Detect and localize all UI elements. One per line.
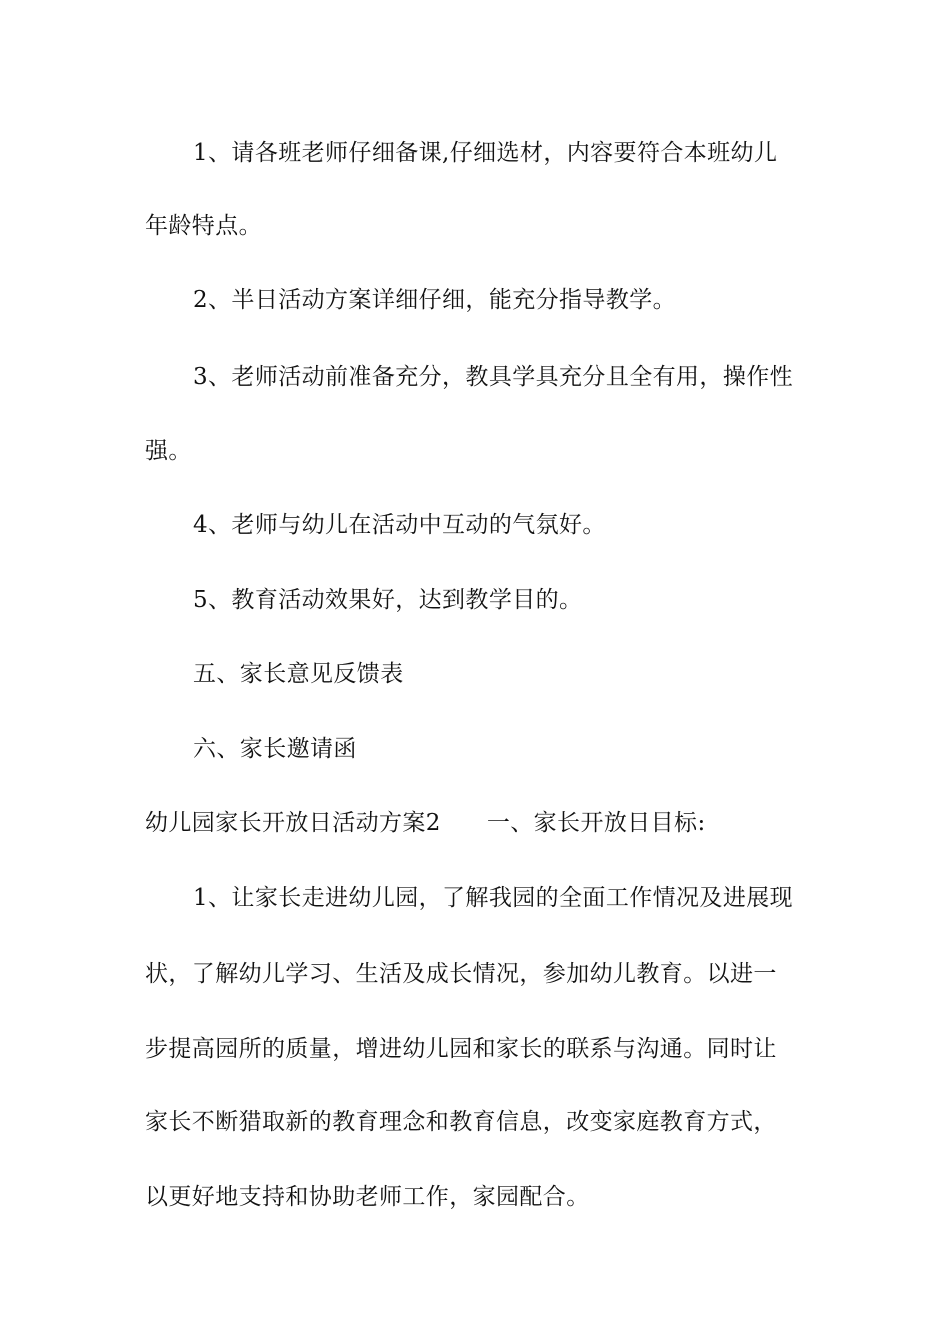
paragraph-line: 1、请各班老师仔细备课,仔细选材，内容要符合本班幼儿 [193,140,778,166]
paragraph-line: 年龄特点。 [145,213,262,239]
document-title-line [145,808,815,838]
section-heading: 六、家长邀请函 [193,736,357,762]
paragraph-line: 2、半日活动方案详细仔细，能充分指导教学。 [193,287,677,313]
paragraph-line: 以更好地支持和协助老师工作，家园配合。 [145,1184,590,1210]
paragraph-line: 步提高园所的质量，增进幼儿园和家长的联系与沟通。同时让 [145,1036,777,1062]
document-title: 幼儿园家长开放日活动方案2 [145,810,441,836]
paragraph-line: 4、老师与幼儿在活动中互动的气氛好。 [193,512,606,538]
paragraph-line: 家长不断猎取新的教育理念和教育信息，改变家庭教育方式， [145,1109,777,1135]
paragraph-line: 状，了解幼儿学习、生活及成长情况，参加幼儿教育。以进一 [145,961,777,987]
paragraph-line: 3、老师活动前准备充分，教具学具充分且全有用，操作性 [193,364,794,390]
paragraph-line: 强。 [145,438,192,464]
paragraph-line: 5、教育活动效果好，达到教学目的。 [193,587,583,613]
paragraph-line: 1、让家长走进幼儿园，了解我园的全面工作情况及进展现 [193,885,794,911]
section-heading: 五、家长意见反馈表 [193,661,404,687]
section-heading: 一、家长开放日目标: [486,810,706,836]
